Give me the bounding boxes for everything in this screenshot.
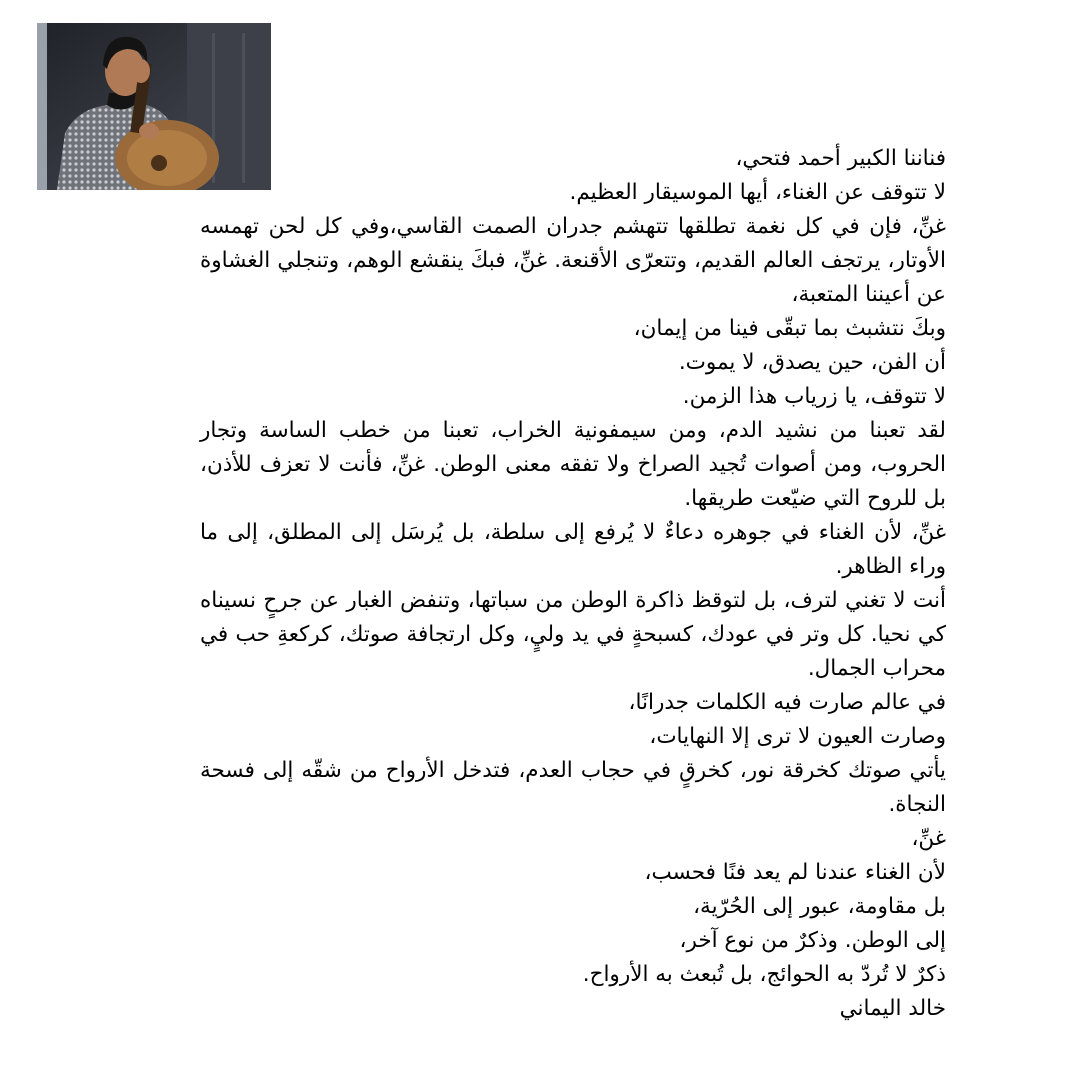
- letter-paragraph: في عالم صارت فيه الكلمات جدرانًا،: [628, 690, 946, 715]
- letter-paragraph: يأتي صوتك كخرقة نور، كخرقٍ في حجاب العدم، فتدخل الأرواح من شقّه إلى فسحة النجاة.: [200, 758, 946, 817]
- letter-paragraph: وبكَ نتشبث بما تبقّى فينا من إيمان،: [633, 316, 946, 341]
- letter-paragraph: لا تتوقف عن الغناء، أيها الموسيقار العظيم.: [569, 180, 946, 205]
- letter-paragraph: غنِّ، لأن الغناء في جوهره دعاءٌ لا يُرفع إلى سلطة، بل يُرسَل إلى المطلق، إلى ما وراء الظاهر.: [200, 520, 946, 579]
- letter-paragraph: لا تتوقف، يا زرياب هذا الزمن.: [682, 384, 946, 409]
- letter-paragraph: لأن الغناء عندنا لم يعد فنًا فحسب،: [644, 860, 946, 885]
- letter-paragraph: لقد تعبنا من نشيد الدم، ومن سيمفونية الخراب، تعبنا من خطب الساسة وتجار الحروب، ومن أصوات تُجيد الصراخ ولا تفقه معنى الوطن. غنِّ، فأنت لا تعزف للأذن، بل للروح التي ضيّعت طريقها.: [200, 418, 946, 511]
- letter-greeting: فناننا الكبير أحمد فتحي،: [735, 146, 946, 171]
- letter-paragraph: غنِّ، فإن في كل نغمة تطلقها تتهشم جدران الصمت القاسي،وفي كل لحن تهمسه الأوتار، يرتجف العالم القديم، وتتعرّى الأقنعة. غنِّ، فبكَ ينقشع الوهم، وتنجلي الغشاوة عن أعيننا المتعبة،: [200, 214, 946, 307]
- letter-paragraph: ذكرٌ لا تُردّ به الحوائج، بل تُبعث به الأرواح.: [582, 962, 946, 987]
- letter-text: [200, 142, 946, 1026]
- author-signature: خالد اليماني: [839, 996, 946, 1021]
- letter-paragraph: غنِّ،: [911, 826, 946, 851]
- letter-paragraph: بل مقاومة، عبور إلى الحُرّية،: [693, 894, 946, 919]
- letter-paragraph: أن الفن، حين يصدق، لا يموت.: [678, 350, 946, 375]
- letter-paragraph: إلى الوطن. وذكرٌ من نوع آخر،: [679, 928, 946, 953]
- letter-paragraph: أنت لا تغني لترف، بل لتوقظ ذاكرة الوطن من سباتها، وتنفض الغبار عن جرحٍ نسيناه كي نحيا. كل وتر في عودك، كسبحةٍ في يد وليٍ، وكل ارتجافة صوتك، كركعةِ حب في محراب الجمال.: [200, 588, 946, 681]
- letter-paragraph: وصارت العيون لا ترى إلا النهايات،: [649, 724, 946, 749]
